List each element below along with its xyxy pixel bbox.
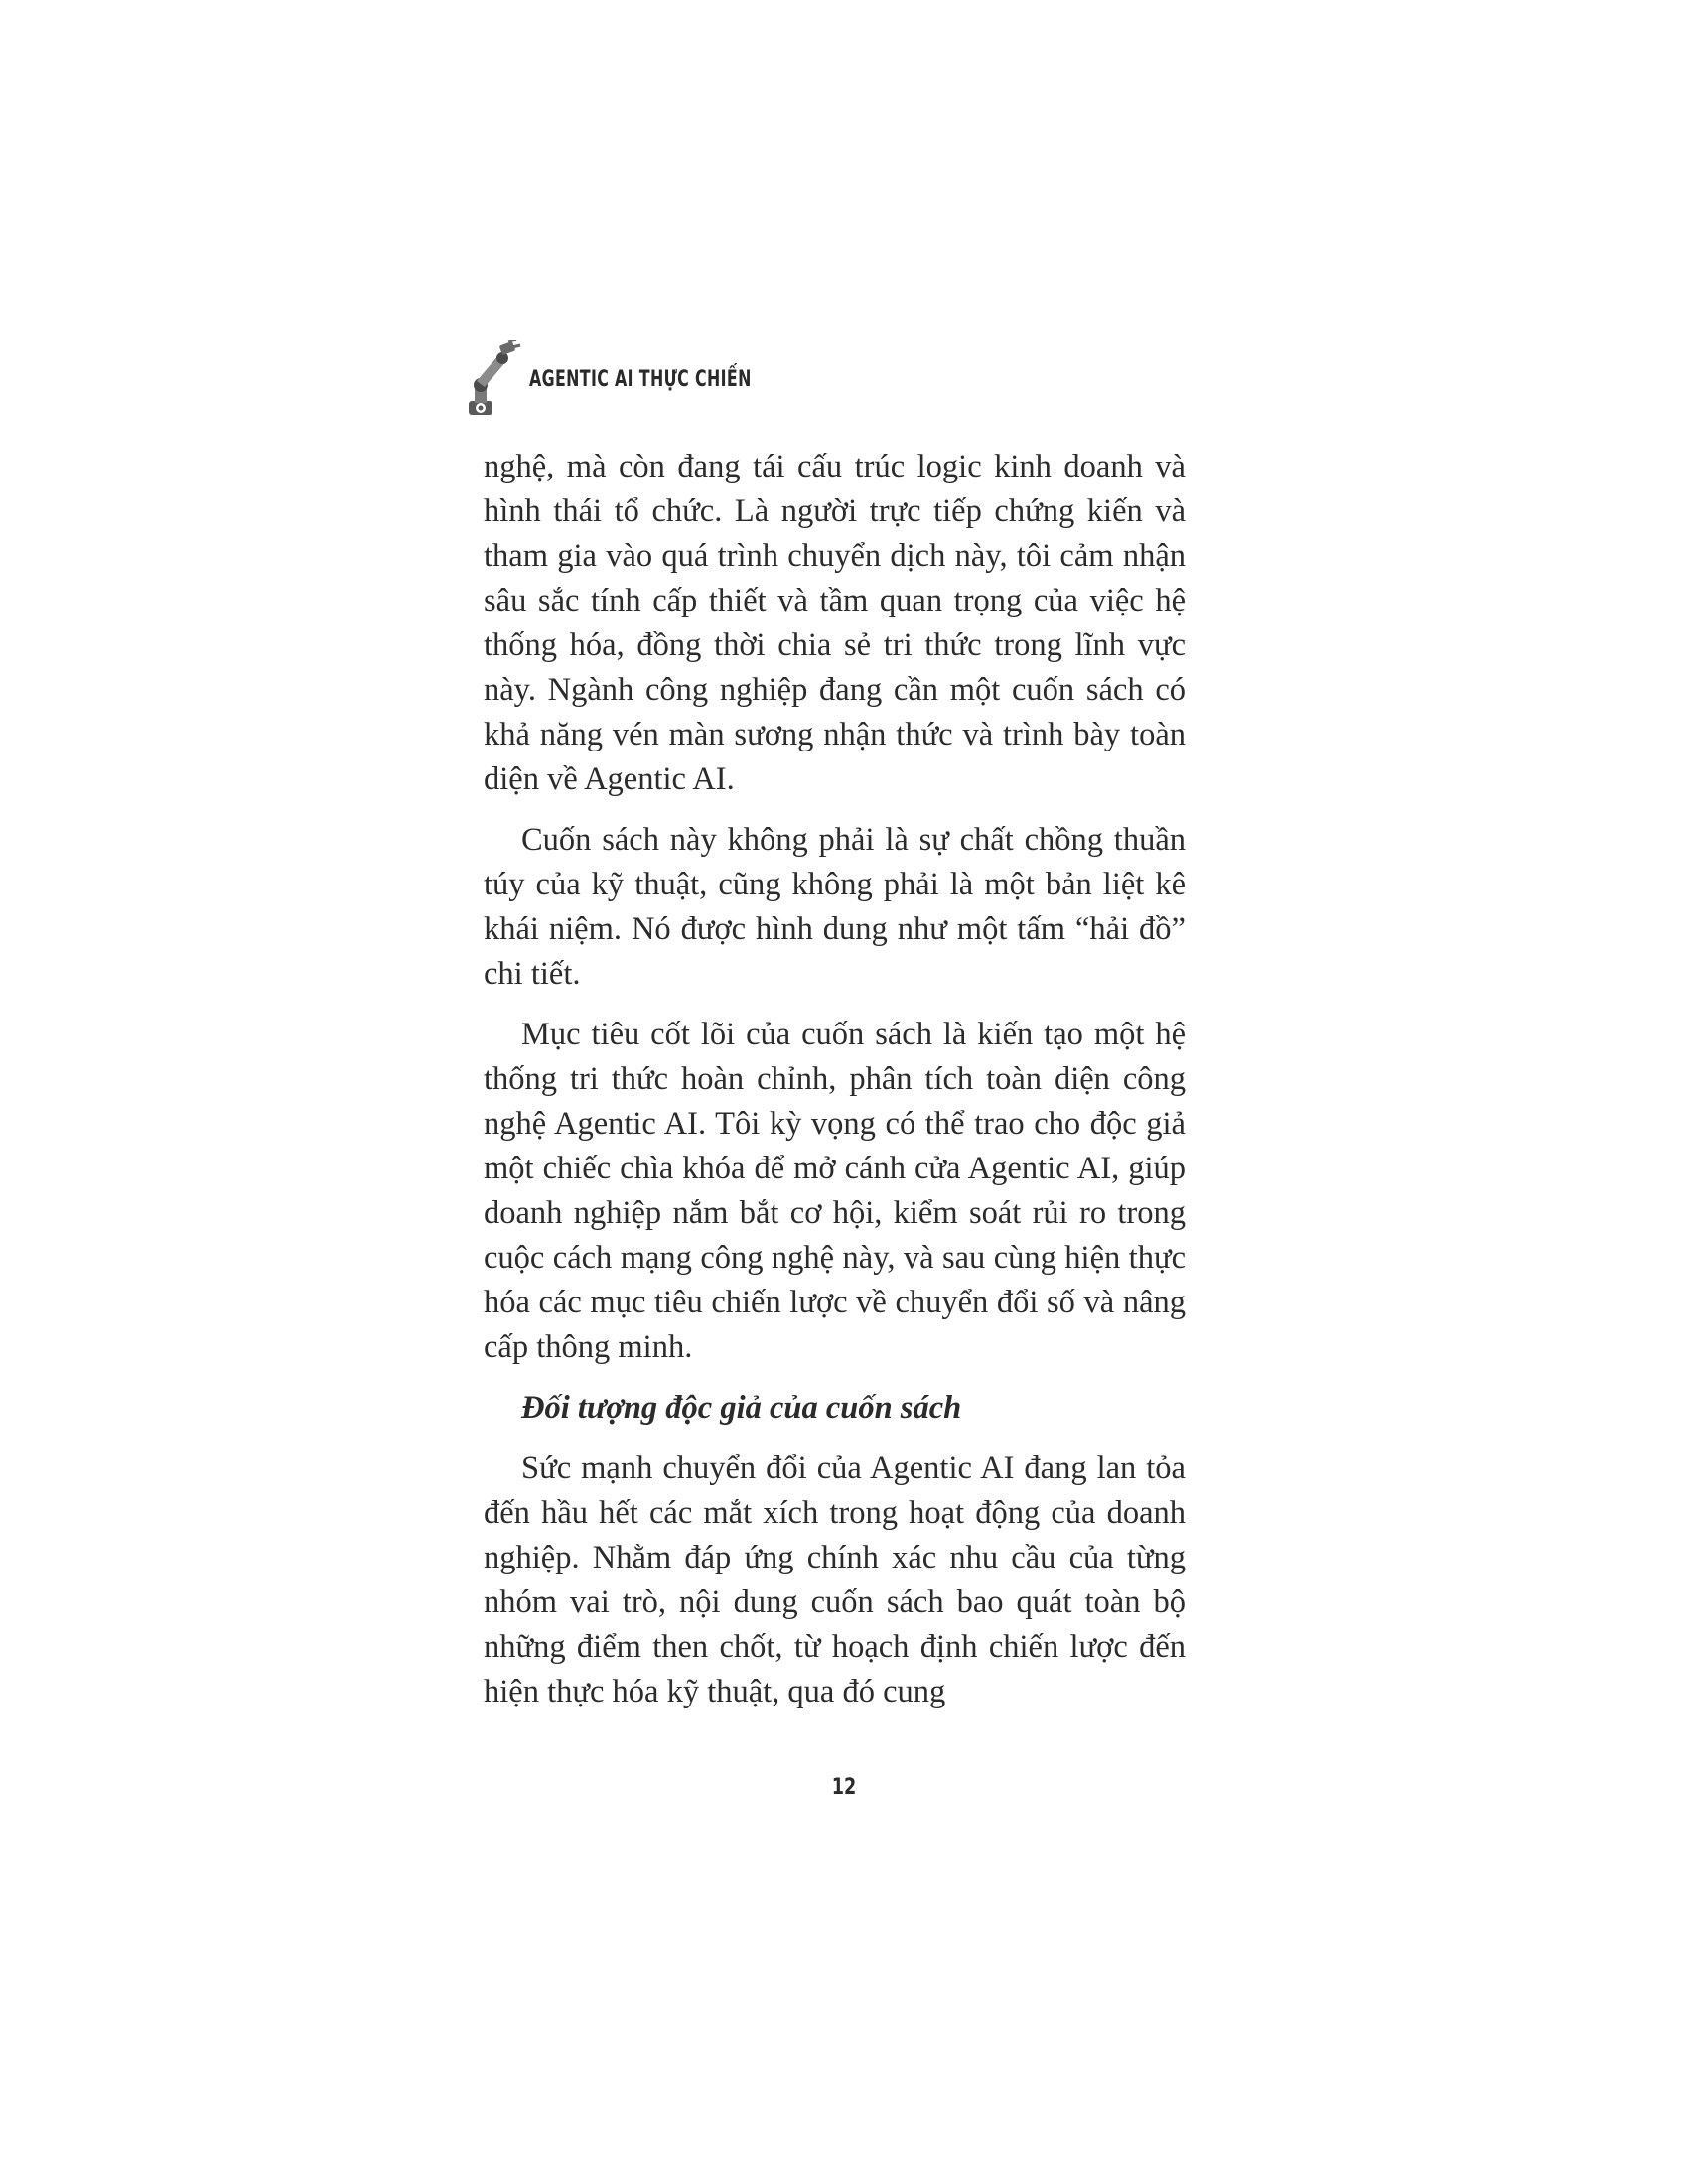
book-title: AGENTIC AI THỰC CHIẾN [529, 367, 752, 392]
section-heading: Đối tượng độc giả của cuốn sách [521, 1390, 962, 1426]
robot-arm-icon [459, 340, 522, 419]
paragraph: Mục tiêu cốt lõi của cuốn sách là kiến tạo một hệ thống tri thức hoàn chỉnh, phân tích toàn diện công nghệ Agentic AI. Tôi kỳ vọng có thể trao cho độc giả một chiếc chìa khóa để mở cánh cửa Agentic AI, giúp doanh nghiệp nắm bắt cơ hội, kiểm soát rủi ro trong cuộc cách mạng công nghệ này, và sau cùng hiện thực hóa các mục tiêu chiến lược về chuyển đổi số và nâng cấp thông minh. [484, 1017, 1186, 1365]
running-header [459, 334, 1253, 423]
paragraph: nghệ, mà còn đang tái cấu trúc logic kinh doanh và hình thái tổ chức. Là người trực tiếp chứng kiến và tham gia vào quá trình chuyển dịch này, tôi cảm nhận sâu sắc tính cấp thiết và tầm quan trọng của việc hệ thống hóa, đồng thời chia sẻ tri thức trong lĩnh vực này. Ngành công nghiệp đang cần một cuốn sách có khả năng vén màn sương nhận thức và trình bày toàn diện về Agentic AI. [484, 449, 1186, 797]
page-body [484, 445, 1186, 1714]
page-number: 12 [831, 1775, 857, 1800]
paragraph: Cuốn sách này không phải là sự chất chồng thuần túy của kỹ thuật, cũng không phải là một bản liệt kê khái niệm. Nó được hình dung như một tấm “hải đồ” chi tiết. [484, 822, 1186, 992]
paragraph: Sức mạnh chuyển đổi của Agentic AI đang lan tỏa đến hầu hết các mắt xích trong hoạt động của doanh nghiệp. Nhằm đáp ứng chính xác nhu cầu của từng nhóm vai trò, nội dung cuốn sách bao quát toàn bộ những điểm then chốt, từ hoạch định chiến lược đến hiện thực hóa kỹ thuật, qua đó cung [484, 1450, 1186, 1709]
